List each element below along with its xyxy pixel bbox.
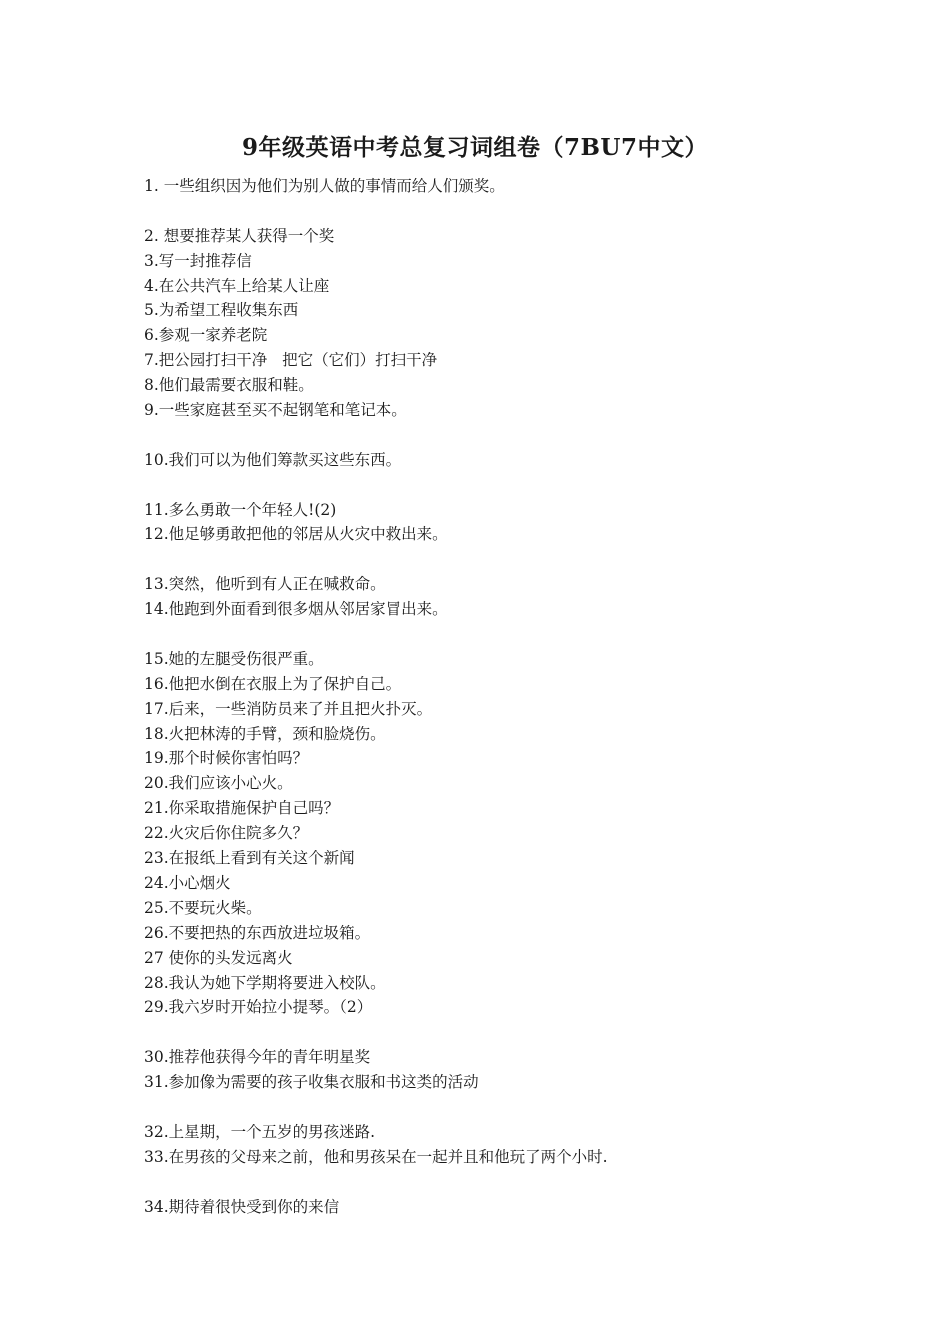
- exercise-item: 5.为希望工程收集东西: [144, 301, 299, 320]
- exercise-item: 24.小心烟火: [144, 873, 231, 892]
- blank-line: [144, 1095, 864, 1120]
- exercise-item: 26.不要把热的东西放进垃圾箱。: [144, 923, 371, 942]
- exercise-item: 15.她的左腿受伤很严重。: [144, 649, 324, 668]
- exercise-item: 11.多么勇敢一个年轻人!(2): [144, 500, 337, 519]
- exercise-item: 3.写一封推荐信: [144, 251, 252, 270]
- exercise-item: 9.一些家庭甚至买不起钢笔和笔记本。: [144, 401, 407, 420]
- exercise-item: 32.上星期，一个五岁的男孩迷路.: [144, 1122, 376, 1141]
- exercise-item: 13.突然，他听到有人正在喊救命。: [144, 575, 386, 594]
- exercise-item: 16.他把水倒在衣服上为了保护自己。: [144, 674, 402, 693]
- exercise-item: 10.我们可以为他们筹款买这些东西。: [144, 450, 402, 469]
- exercise-item: 7.把公园打扫干净 把它（它们）打扫干净: [144, 351, 438, 370]
- exercise-item: 27 使你的头发远离火: [144, 948, 293, 967]
- exercise-item: 33.在男孩的父母来之前，他和男孩呆在一起并且和他玩了两个小时.: [144, 1147, 608, 1166]
- exercise-list: [144, 174, 864, 1219]
- exercise-item: 1. 一些组织因为他们为别人做的事情而给人们颁奖。: [144, 177, 505, 195]
- blank-line: [144, 622, 864, 647]
- blank-line: [144, 199, 864, 224]
- blank-line: [144, 1170, 864, 1195]
- exercise-item: 2. 想要推荐某人获得一个奖: [144, 226, 335, 245]
- document-title: 9年级英语中考总复习词组卷（7BU7中文）: [241, 134, 708, 161]
- exercise-item: 4.在公共汽车上给某人让座: [144, 276, 330, 295]
- exercise-item: 22.火灾后你住院多久？: [144, 824, 309, 843]
- exercise-item: 25.不要玩火柴。: [144, 898, 262, 917]
- exercise-item: 34.期待着很快受到你的来信: [144, 1197, 340, 1216]
- exercise-item: 6.参观一家养老院: [144, 326, 268, 345]
- exercise-item: 14.他跑到外面看到很多烟从邻居家冒出来。: [144, 600, 448, 619]
- exercise-item: 23.在报纸上看到有关这个新闻: [144, 849, 355, 868]
- exercise-item: 21.你采取措施保护自己吗？: [144, 799, 340, 818]
- blank-line: [144, 423, 864, 448]
- exercise-item: 18.火把林涛的手臂，颈和脸烧伤。: [144, 724, 386, 743]
- exercise-item: 12.他足够勇敢把他的邻居从火灾中救出来。: [144, 525, 448, 544]
- exercise-item: 20.我们应该小心火。: [144, 774, 293, 793]
- blank-line: [144, 1020, 864, 1045]
- exercise-item: 19.那个时候你害怕吗？: [144, 749, 309, 768]
- exercise-item: 30.推荐他获得今年的青年明星奖: [144, 1048, 371, 1067]
- blank-line: [144, 547, 864, 572]
- exercise-item: 31.参加像为需要的孩子收集衣服和书这类的活动: [144, 1073, 479, 1092]
- exercise-item: 29.我六岁时开始拉小提琴。（2）: [144, 998, 373, 1017]
- exercise-item: 17.后来，一些消防员来了并且把火扑灭。: [144, 699, 433, 718]
- exercise-item: 28.我认为她下学期将要进入校队。: [144, 973, 386, 992]
- exercise-item: 8.他们最需要衣服和鞋。: [144, 376, 314, 395]
- blank-line: [144, 473, 864, 498]
